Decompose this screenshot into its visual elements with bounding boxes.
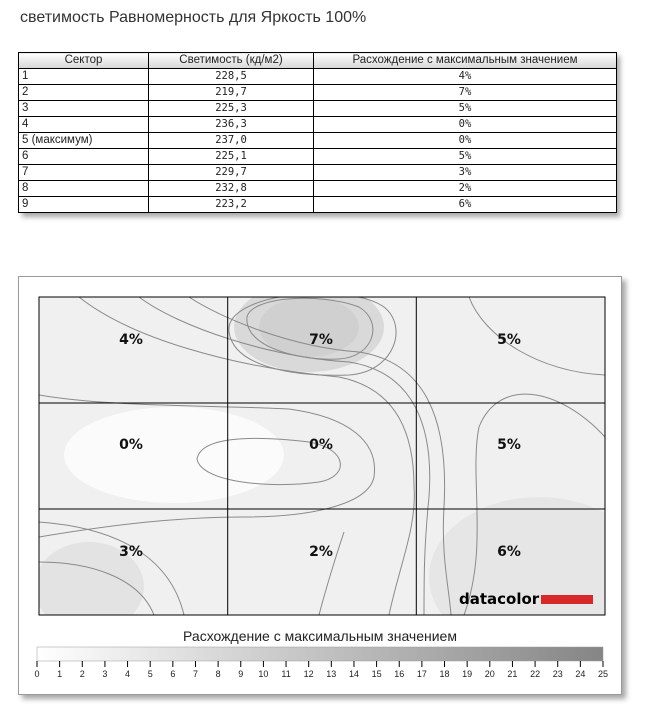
cell-sector: 8 bbox=[19, 181, 149, 197]
sector-6-label: 5% bbox=[497, 437, 521, 453]
scale-tick-label: 7 bbox=[192, 669, 198, 679]
cell-sector: 7 bbox=[19, 165, 149, 181]
table-row bbox=[19, 69, 617, 85]
table-row bbox=[19, 85, 617, 101]
cell-luminance: 219,7 bbox=[149, 85, 314, 101]
cell-luminance: 229,7 bbox=[149, 165, 314, 181]
scale-tick-label: 13 bbox=[326, 669, 337, 679]
uniformity-map bbox=[18, 276, 622, 695]
cell-deviation: 5% bbox=[314, 101, 617, 117]
scale-tick-label: 23 bbox=[552, 669, 563, 679]
sector-1-label: 4% bbox=[119, 332, 143, 348]
scale-ticks bbox=[34, 661, 608, 679]
cell-luminance: 223,2 bbox=[149, 197, 314, 213]
scale-tick-label: 11 bbox=[281, 669, 291, 679]
scale-tick-label: 22 bbox=[530, 669, 541, 679]
scale-tick-label: 3 bbox=[102, 669, 108, 679]
cell-deviation: 4% bbox=[314, 69, 617, 85]
sector-9-label: 6% bbox=[497, 544, 521, 560]
scale-tick-label: 21 bbox=[507, 669, 518, 679]
table-row bbox=[19, 197, 617, 213]
scale-tick-label: 25 bbox=[597, 669, 609, 679]
uniformity-map-svg bbox=[19, 277, 621, 694]
scale-tick-label: 18 bbox=[439, 669, 450, 679]
table-row bbox=[19, 101, 617, 117]
table-row bbox=[19, 149, 617, 165]
scale-title: Расхождение с максимальным значением bbox=[183, 628, 457, 644]
scale-tick-label: 24 bbox=[575, 669, 586, 679]
logo-text: datacolor bbox=[459, 590, 540, 608]
scale-tick-label: 8 bbox=[215, 669, 221, 679]
cell-sector: 6 bbox=[19, 149, 149, 165]
scale-tick-label: 15 bbox=[371, 669, 382, 679]
sector-5-label: 0% bbox=[309, 437, 333, 453]
cell-sector: 3 bbox=[19, 101, 149, 117]
scale-tick-label: 16 bbox=[394, 669, 405, 679]
cell-luminance: 236,3 bbox=[149, 117, 314, 133]
scale-tick-label: 14 bbox=[348, 669, 359, 679]
table-row bbox=[19, 133, 617, 149]
cell-luminance: 232,8 bbox=[149, 181, 314, 197]
scale-tick-label: 12 bbox=[303, 669, 314, 679]
table-row bbox=[19, 181, 617, 197]
page-title: светимость Равномерность для Яркость 100% bbox=[20, 9, 367, 26]
table-row bbox=[19, 117, 617, 133]
scale-tick-label: 0 bbox=[34, 669, 40, 679]
cell-luminance: 225,1 bbox=[149, 149, 314, 165]
cell-luminance: 228,5 bbox=[149, 69, 314, 85]
cell-deviation: 0% bbox=[314, 133, 617, 149]
scale-tick-label: 1 bbox=[57, 669, 63, 679]
luminance-table-container bbox=[18, 52, 616, 213]
scale-tick-label: 4 bbox=[125, 669, 131, 679]
cell-deviation: 6% bbox=[314, 197, 617, 213]
scale-bar bbox=[37, 647, 603, 661]
scale-tick-label: 17 bbox=[416, 669, 427, 679]
cell-deviation: 3% bbox=[314, 165, 617, 181]
logo-bar bbox=[541, 595, 593, 604]
scale-tick-label: 5 bbox=[147, 669, 153, 679]
table-header-row bbox=[19, 53, 617, 69]
scale-tick-label: 6 bbox=[170, 669, 176, 679]
sector-2-label: 7% bbox=[309, 332, 333, 348]
cell-luminance: 225,3 bbox=[149, 101, 314, 117]
header-sector: Сектор bbox=[19, 53, 149, 69]
cell-deviation: 5% bbox=[314, 149, 617, 165]
scale-tick-label: 2 bbox=[79, 669, 85, 679]
sector-3-label: 5% bbox=[497, 332, 521, 348]
bright-zone bbox=[64, 407, 284, 503]
cell-sector: 9 bbox=[19, 197, 149, 213]
header-luminance: Светимость (кд/м2) bbox=[149, 53, 314, 69]
luminance-table bbox=[18, 52, 617, 213]
scale-tick-label: 20 bbox=[484, 669, 495, 679]
cell-luminance: 237,0 bbox=[149, 133, 314, 149]
cell-deviation: 2% bbox=[314, 181, 617, 197]
cell-sector: 2 bbox=[19, 85, 149, 101]
scale-tick-label: 10 bbox=[258, 669, 269, 679]
cell-sector: 1 bbox=[19, 69, 149, 85]
table-row bbox=[19, 165, 617, 181]
sector-4-label: 0% bbox=[119, 437, 143, 453]
cell-deviation: 0% bbox=[314, 117, 617, 133]
scale-tick-label: 9 bbox=[238, 669, 244, 679]
sector-8-label: 2% bbox=[309, 544, 333, 560]
scale-tick-label: 19 bbox=[462, 669, 473, 679]
cell-deviation: 7% bbox=[314, 85, 617, 101]
header-deviation: Расхождение с максимальным значением bbox=[314, 53, 617, 69]
dark-zone-top-center-core bbox=[259, 297, 359, 357]
cell-sector: 4 bbox=[19, 117, 149, 133]
sector-7-label: 3% bbox=[119, 544, 143, 560]
cell-sector: 5 (максимум) bbox=[19, 133, 149, 149]
